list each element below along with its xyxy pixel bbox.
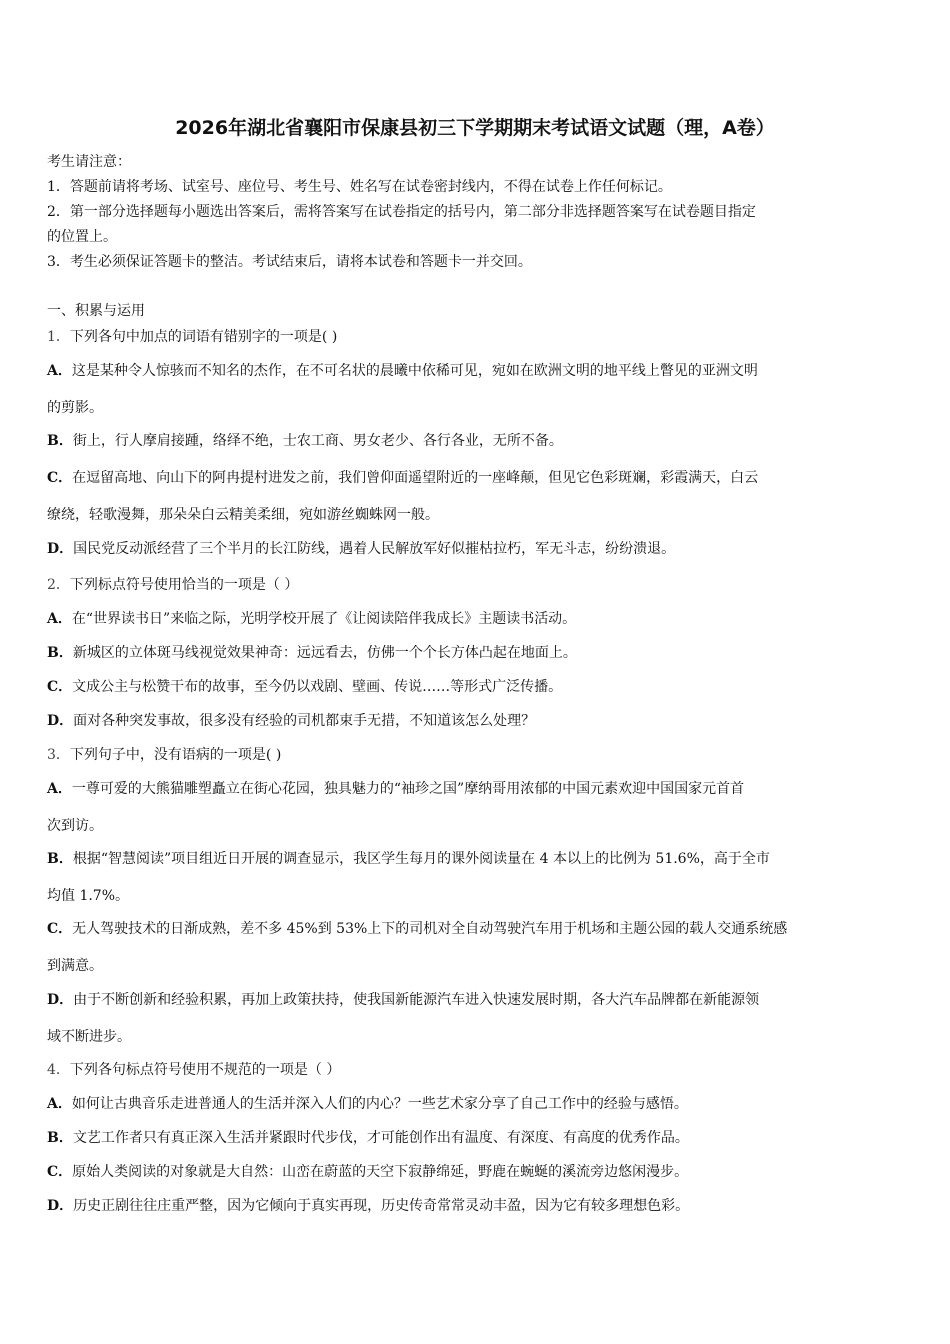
option-text: 无人驾驶技术的日渐成熟，差不多 45%到 53%上下的司机对全自动驾驶汽车用于机场和主题公园的载人交通系统感 bbox=[72, 921, 788, 937]
option-a bbox=[47, 608, 907, 628]
option-letter: A． bbox=[47, 1096, 72, 1112]
option-text: 文艺工作者只有真正深入生活并紧跟时代步伐，才可能创作出有温度、有深度、有高度的优秀作品。 bbox=[72, 1130, 689, 1146]
option-text-continued: 缭绕，轻歌漫舞，那朵朵白云精美柔细，宛如游丝蜘蛛网一般。 bbox=[47, 507, 439, 523]
option-b bbox=[47, 1127, 907, 1147]
option-c bbox=[47, 1161, 907, 1181]
option-letter: B． bbox=[47, 1130, 73, 1146]
option-letter: C． bbox=[47, 921, 73, 937]
question-text: 下列句子中，没有语病的一项是( ) bbox=[69, 747, 282, 763]
option-letter: C． bbox=[47, 679, 73, 695]
question-stem bbox=[47, 1059, 907, 1079]
notice-block bbox=[47, 150, 907, 275]
option-d bbox=[47, 989, 907, 1009]
question-stem bbox=[47, 574, 907, 594]
option-text: 如何让古典音乐走进普通人的生活并深入人们的内心？一些艺术家分享了自己工作中的经验与感悟。 bbox=[71, 1096, 688, 1112]
option-letter: C． bbox=[47, 470, 73, 486]
notice-item: 3．考生必须保证答题卡的整洁。考试结束后，请将本试卷和答题卡一并交回。 bbox=[47, 254, 532, 270]
option-letter: D． bbox=[47, 541, 74, 557]
option-text-continued: 的剪影。 bbox=[47, 400, 103, 416]
option-text: 街上，行人摩肩接踵，络绎不绝，士农工商、男女老少、各行各业，无所不备。 bbox=[72, 433, 563, 449]
notice-item: 的位置上。 bbox=[47, 229, 117, 245]
option-c bbox=[47, 918, 907, 938]
option-text: 历史正剧往往庄重严整，因为它倾向于真实再现，历史传奇常常灵动丰盈，因为它有较多理想色彩。 bbox=[73, 1198, 690, 1214]
question-stem bbox=[47, 326, 907, 346]
option-letter: B． bbox=[47, 433, 73, 449]
option-text: 一尊可爱的大熊猫雕塑矗立在街心花园，独具魅力的“袖珍之国”摩纳哥用浓郁的中国元素欢迎中国国家元首首 bbox=[71, 781, 745, 797]
option-letter: B． bbox=[47, 851, 73, 867]
option-d bbox=[47, 538, 907, 558]
question-text: 下列标点符号使用恰当的一项是（ ） bbox=[69, 577, 299, 593]
option-text-continued: 均值 1.7%。 bbox=[47, 888, 130, 904]
option-letter: D． bbox=[47, 992, 74, 1008]
option-text-continued: 域不断进步。 bbox=[47, 1029, 131, 1045]
option-text: 根据“智慧阅读”项目组近日开展的调查显示，我区学生每月的课外阅读量在 4 本以上的比例为 51.6%，高于全市 bbox=[72, 851, 770, 867]
option-text: 在逗留高地、向山下的阿冉提村进发之前，我们曾仰面遥望附近的一座峰颠，但见它色彩斑斓，彩霞满天，白云 bbox=[72, 470, 759, 486]
option-letter: A． bbox=[47, 363, 72, 379]
question-text: 下列各句标点符号使用不规范的一项是（ ） bbox=[69, 1062, 341, 1078]
option-text: 在“世界读书日”来临之际，光明学校开展了《让阅读陪伴我成长》主题读书活动。 bbox=[71, 611, 577, 627]
option-c bbox=[47, 676, 907, 696]
option-text: 面对各种突发事故，很多没有经验的司机都束手无措，不知道该怎么处理？ bbox=[73, 713, 536, 729]
question-number: 4． bbox=[47, 1062, 70, 1078]
question-text: 下列各句中加点的词语有错别字的一项是( ) bbox=[69, 329, 338, 345]
section-title: 一、积累与运用 bbox=[47, 303, 145, 319]
question-number: 1． bbox=[47, 329, 70, 345]
option-a bbox=[47, 1093, 907, 1113]
option-text-continued: 次到访。 bbox=[47, 818, 103, 834]
page-title: 2026年湖北省襄阳市保康县初三下学期期末考试语文试题（理，A卷） bbox=[175, 117, 775, 139]
question-number: 3． bbox=[47, 747, 70, 763]
notice-item: 1．答题前请将考场、试室号、座位号、考生号、姓名写在试卷密封线内，不得在试卷上作任何标记。 bbox=[47, 179, 672, 195]
option-letter: B． bbox=[47, 645, 73, 661]
option-c bbox=[47, 467, 907, 487]
notice-heading: 考生请注意： bbox=[47, 154, 131, 170]
option-text: 新城区的立体斑马线视觉效果神奇：远远看去，仿佛一个个长方体凸起在地面上。 bbox=[72, 645, 577, 661]
option-letter: D． bbox=[47, 713, 74, 729]
option-text: 文成公主与松赞干布的故事，至今仍以戏剧、壁画、传说……等形式广泛传播。 bbox=[72, 679, 563, 695]
notice-item: 2．第一部分选择题每小题选出答案后，需将答案写在试卷指定的括号内，第二部分非选择题答案写在试卷题目指定 bbox=[47, 204, 756, 220]
option-text: 国民党反动派经营了三个半月的长江防线，遇着人民解放军好似摧枯拉朽，军无斗志，纷纷溃退。 bbox=[73, 541, 676, 557]
option-letter: A． bbox=[47, 781, 72, 797]
option-a bbox=[47, 360, 907, 380]
option-letter: D． bbox=[47, 1198, 74, 1214]
option-b bbox=[47, 848, 907, 868]
option-text: 原始人类阅读的对象就是大自然：山峦在蔚蓝的天空下寂静绵延，野鹿在蜿蜒的溪流旁边悠闲漫步。 bbox=[72, 1164, 689, 1180]
option-letter: C． bbox=[47, 1164, 73, 1180]
option-b bbox=[47, 642, 907, 662]
option-d bbox=[47, 1195, 907, 1215]
option-letter: A． bbox=[47, 611, 72, 627]
option-b bbox=[47, 430, 907, 450]
question-number: 2． bbox=[47, 577, 70, 593]
question-stem bbox=[47, 744, 907, 764]
option-a bbox=[47, 778, 907, 798]
option-text: 这是某种令人惊骇而不知名的杰作，在不可名状的晨曦中依稀可见，宛如在欧洲文明的地平线上瞥见的亚洲文明 bbox=[71, 363, 758, 379]
option-d bbox=[47, 710, 907, 730]
option-text-continued: 到满意。 bbox=[47, 958, 103, 974]
option-text: 由于不断创新和经验积累，再加上政策扶持，使我国新能源汽车进入快速发展时期，各大汽车品牌都在新能源领 bbox=[73, 992, 760, 1008]
